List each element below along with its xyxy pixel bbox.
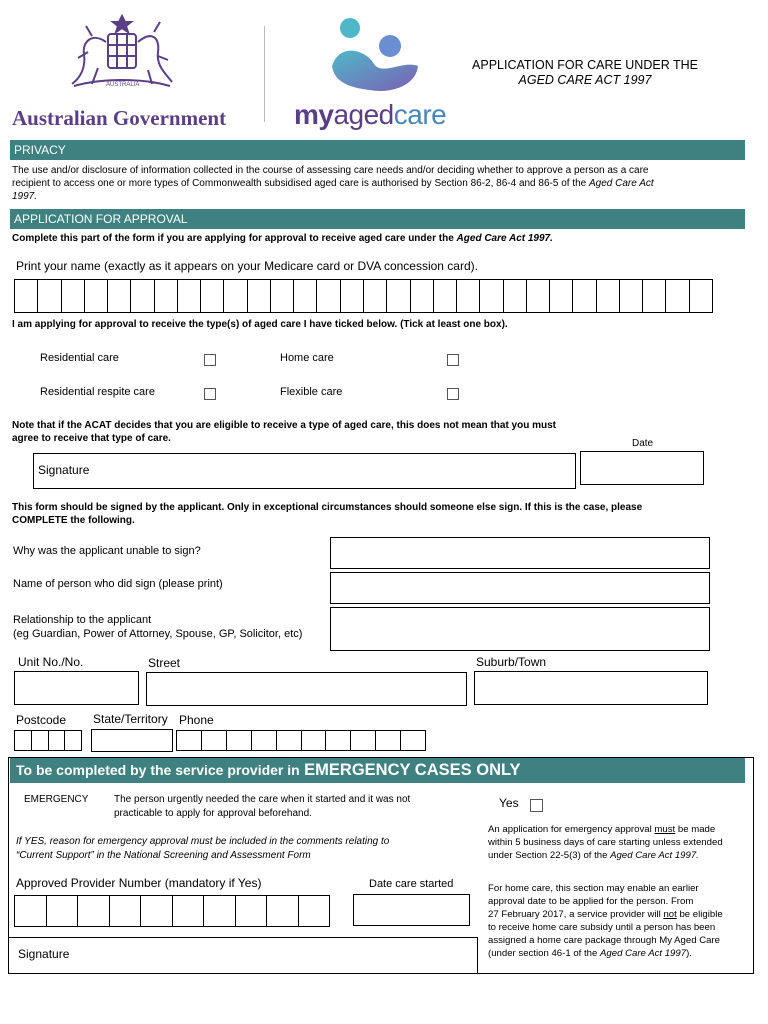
why-label: Why was the applicant unable to sign? [13, 545, 201, 557]
privacy-line2 [12, 177, 747, 190]
note2-line2: approval date to be applied for the person. From [488, 896, 694, 907]
gov-crest [62, 12, 182, 100]
gov-name: Australian Government [12, 106, 227, 130]
phone-label: Phone [179, 713, 214, 727]
privacy-heading: PRIVACY [10, 140, 745, 160]
unit-field[interactable] [14, 671, 139, 705]
emergency-label: EMERGENCY [24, 794, 89, 805]
state-label: State/Territory [93, 712, 168, 726]
date-label: Date [632, 438, 654, 449]
date-started-field[interactable] [353, 894, 470, 926]
state-field[interactable] [91, 729, 173, 752]
myagedcare-logo [330, 16, 422, 96]
doc-title [440, 58, 730, 88]
if-yes-line1: If YES, reason for emergency approval must be included in the comments relating to [16, 836, 390, 847]
suburb-label: Suburb/Town [476, 655, 547, 669]
approval-heading: APPLICATION FOR APPROVAL [10, 209, 745, 229]
logo-my: my [294, 99, 334, 130]
note1-line2: within 5 business days of care starting unless extended [488, 837, 723, 848]
name-signer-label: Name of person who did sign (please print) [13, 578, 223, 590]
doc-title-line1: APPLICATION FOR CARE UNDER THE [472, 58, 698, 72]
yes-checkbox[interactable] [530, 799, 543, 812]
privacy-text [12, 164, 747, 203]
street-field[interactable] [146, 672, 467, 706]
note2-line3-pre: 27 February 2017, a service provider will [488, 909, 661, 920]
note1-line1-end: be made [677, 824, 716, 835]
emergency-note-1 [488, 823, 748, 862]
myagedcare-wordmark [294, 100, 446, 130]
note2-line3 [488, 908, 750, 921]
approval-intro [12, 233, 553, 244]
flexible-care-label: Flexible care [280, 386, 343, 398]
residential-care-checkbox[interactable] [204, 354, 216, 366]
emergency-signature-label: Signature [18, 947, 70, 961]
postcode-label: Postcode [16, 713, 67, 727]
note2-act: Aged Care Act 1997 [600, 948, 687, 959]
relationship-line2: (eg Guardian, Power of Attorney, Spouse, GP, Solicitor, etc) [13, 628, 303, 640]
care-types-label: I am applying for approval to receive the type(s) of aged care I have ticked below. (Tick at least one box). [12, 319, 508, 330]
note1-line3-pre: under Section 22-5(3) of the [488, 850, 608, 861]
unit-label: Unit No./No. [18, 655, 84, 669]
note2-line6 [488, 947, 750, 960]
home-care-checkbox[interactable] [447, 354, 459, 366]
residential-care-label: Residential care [40, 352, 119, 364]
emergency-heading-bar [10, 758, 745, 783]
provider-number-label: Approved Provider Number (mandatory if Yes) [16, 876, 262, 890]
signed-note [12, 501, 642, 527]
emergency-desc-line1: The person urgently needed the care when it started and it was not [114, 794, 411, 805]
name-signer-field[interactable] [330, 572, 710, 604]
privacy-line3: 1997. [12, 191, 38, 202]
header-divider [264, 26, 265, 122]
name-label: Print your name (exactly as it appears on your Medicare card or DVA concession card). [16, 259, 478, 273]
street-label: Street [148, 656, 181, 670]
note2-line6-pre: (under section 46-1 of the [488, 948, 598, 959]
emergency-heading-large: EMERGENCY CASES ONLY [304, 761, 521, 779]
yes-label: Yes [499, 796, 519, 810]
respite-care-checkbox[interactable] [204, 388, 216, 400]
logo-care: care [393, 99, 447, 130]
note2-not: not [663, 909, 677, 920]
if-yes-line2: “Current Support” in the National Screening and Assessment Form [16, 850, 311, 861]
name-cells[interactable] [14, 279, 713, 313]
acat-note-line1: Note that if the ACAT decides that you are eligible to receive a type of aged care, this does not mean that you must [12, 420, 556, 431]
emergency-signature-box[interactable] [8, 937, 478, 974]
doc-title-line2: AGED CARE ACT 1997 [518, 73, 652, 87]
privacy-line1: The use and/or disclosure of information collected in the course of assessing care needs and/or deciding whether to approve a person as a care [12, 165, 649, 176]
emergency-note-2 [488, 882, 750, 960]
emergency-desc-line2: practicable to apply for approval beforehand. [114, 808, 312, 819]
date-field[interactable] [580, 451, 704, 485]
note1-pre: An application for emergency approval [488, 824, 652, 835]
approval-intro-act: Aged Care Act 1997. [456, 233, 553, 244]
respite-care-label: Residential respite care [40, 386, 155, 398]
note2-line1: For home care, this section may enable an earlier [488, 883, 699, 894]
signed-note-line1: This form should be signed by the applicant. Only in exceptional circumstances should someone else sign. If this is the case, please [12, 502, 643, 513]
note1-line1 [488, 823, 748, 836]
note1-must: must [654, 824, 676, 835]
note2-line6-end: ). [686, 948, 692, 959]
flexible-care-checkbox[interactable] [447, 388, 459, 400]
signature-label: Signature [38, 463, 90, 477]
signed-note-line2: COMPLETE the following. [12, 515, 135, 526]
acat-note-line2: agree to receive that type of care. [12, 433, 171, 444]
note2-line3-end: be eligible [679, 909, 723, 920]
relationship-label [13, 613, 302, 641]
emergency-heading-small: To be completed by the service provider in [16, 762, 300, 778]
relationship-field[interactable] [330, 607, 710, 651]
people-icon [330, 16, 422, 96]
approval-intro-text: Complete this part of the form if you are applying for approval to receive aged care under the [12, 233, 454, 244]
note1-act: Aged Care Act 1997. [610, 850, 699, 861]
note2-line4: to receive home care subsidy until a person has been [488, 922, 716, 933]
provider-number-cells[interactable] [14, 895, 330, 927]
date-started-label: Date care started [369, 878, 454, 890]
why-field[interactable] [330, 537, 710, 569]
logo-aged: aged [333, 99, 394, 130]
phone-cells[interactable] [176, 730, 426, 751]
home-care-label: Home care [280, 352, 334, 364]
suburb-field[interactable] [474, 671, 708, 705]
if-yes-note [16, 835, 389, 863]
relationship-line1: Relationship to the applicant [13, 614, 152, 626]
signature-box[interactable] [33, 453, 576, 489]
crest-scroll-text: AUSTRALIA [106, 82, 140, 88]
note1-line3 [488, 849, 748, 862]
acat-note [12, 419, 556, 445]
note2-line5: assigned a home care package through My Aged Care [488, 935, 720, 946]
postcode-cells[interactable] [14, 730, 82, 751]
privacy-act: Aged Care Act [589, 178, 654, 189]
privacy-line2-text: recipient to access one or more types of Commonwealth subsidised aged care is authorised by Section 86-2, 86-4 and 86-5 of the [12, 178, 587, 189]
emergency-desc [114, 793, 410, 821]
